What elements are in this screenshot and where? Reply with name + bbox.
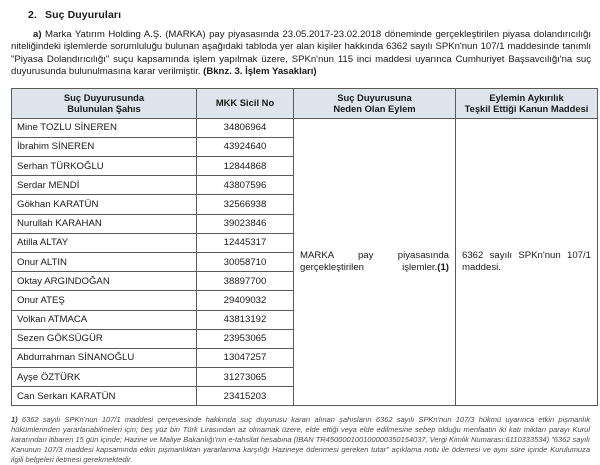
table-head [12,88,598,118]
cell-sahis: Abdurrahman SİNANOĞLU [12,348,197,367]
cell-sahis: Sezen GÖKSÜGÜR [12,329,197,348]
cell-eylem-text: MARKA pay piyasasında [300,249,449,261]
cell-sahis: Volkan ATMACA [12,310,197,329]
cell-sahis: Can Serkan KARATÜN [12,387,197,406]
cell-sicil: 38897700 [197,272,294,291]
footnote-text: 6362 sayılı SPKn'nun 107/1 maddesi çerçevesinde hakkında suç duyurusu kararı alınan şahısların 6362 sayılı SPKn'nun 107/3 hükmü uyarınca etkin pişmanlık hükümlerinden yararlanabilmeleri için; beş yüz bin Türk Lirasından az olmamak üzere, elde ettiği veya elde edilmesine sebep olduğu menfaatin iki katı miktarı parayı Kurul kararından itibaren 15 gün içinde; Hazine ve Maliye Bakanlığı'nın e-tahsilat hesabına (IBAN TR450000100100000350154037, Vergi Kimlik Numarası:6110333534) "6362 sayılı Kanunun 107/3 maddesi kapsamında etkin pişmanlıktan yararlanma karşılığı Hazineye ödenmesi gereken tutar" açıklama notu ile ödemesi ve aynı süre içinde Kurulumuza ilgili belgeleri iletmesi gerekmektedir. [11,415,591,465]
table-row [12,118,598,137]
cell-sahis: Nurullah KARAHAN [12,214,197,233]
cell-sicil: 39023846 [197,214,294,233]
document-page [0,9,600,465]
suc-duyurulari-table-wrapper [11,88,597,407]
cell-eylem-text2: gerçekleştirilen işlemler. [300,262,438,274]
cell-sicil: 43813192 [197,310,294,329]
intro-paragraph [11,29,591,79]
cell-sicil: 32566938 [197,195,294,214]
cell-eylem-merged [294,118,456,406]
cell-sahis: İbrahim SİNEREN [12,137,197,156]
table-body [12,118,598,406]
col-header-mkk-sicil-no: MKK Sicil No [197,88,294,118]
cell-sicil: 43807596 [197,176,294,195]
col-header-sahis-line1: Suç Duyurusunda [63,91,145,103]
col-header-kanun-maddesi [456,88,598,118]
col-header-eylem [294,88,456,118]
cell-madde-merged [456,118,598,406]
cell-sahis: Mine TOZLU SİNEREN [12,118,197,137]
table-header-row [12,88,598,118]
cell-madde-line2: maddesi. [462,262,501,274]
intro-bold-tail: (Bknz. 3. İşlem Yasakları) [203,66,317,78]
cell-sahis: Serdar MENDİ [12,176,197,195]
intro-text: Marka Yatırım Holding A.Ş. (MARKA) pay piyasasında 23.05.2017-23.02.2018 döneminde gerçekleştirilen piyasa dolandırıcılığı niteliğindeki işlemlerde sorumluluğu bulunan aşağıdaki tabloda yer alan kişiler hakkında 6362 sayılı SPKn'nun 107/1 maddesinde tanımlı "Piyasa Dolandırıcılığı" suçu kapsamında işlem yapılmak üzere, SPKn'nun 115 inci maddesi uyarınca Cumhuriyet Başsavcılığı'na suç duyurusunda bulunulmasına karar verilmiştir. [11,29,591,78]
cell-sicil: 12445317 [197,233,294,252]
intro-marker: a) [33,29,42,40]
cell-sicil: 30058710 [197,252,294,271]
cell-sahis: Gökhan KARATÜN [12,195,197,214]
cell-sahis: Serhan TÜRKOĞLU [12,157,197,176]
footnote-marker: 1) [11,415,18,425]
cell-sicil: 43924640 [197,137,294,156]
cell-sicil: 31273065 [197,368,294,387]
footnote [11,415,590,465]
section-title: Suç Duyuruları [45,9,122,21]
col-header-kanun-line1: Eylemin Aykırılık [489,91,564,103]
cell-sicil: 34806964 [197,118,294,137]
cell-sahis: Onur ALTIN [12,252,197,271]
cell-sahis: Oktay ARGINDOĞAN [12,272,197,291]
col-header-sahis-line2: Bulunulan Şahıs [67,103,141,115]
cell-madde-line1: 6362 sayılı SPKn'nun 107/1 [462,249,591,261]
cell-sahis: Ayşe ÖZTÜRK [12,368,197,387]
col-header-eylem-line1: Suç Duyurusuna [337,91,412,103]
cell-sicil: 29409032 [197,291,294,310]
cell-sicil: 23415203 [197,387,294,406]
cell-sicil: 12844868 [197,157,294,176]
col-header-sahis [12,88,197,118]
cell-eylem-footnote-ref: (1) [437,262,449,274]
section-number: 2. [28,9,37,21]
suc-duyurulari-table [11,88,598,407]
cell-sahis: Atilla ALTAY [12,233,197,252]
section-heading [8,9,592,21]
cell-sicil: 23953065 [197,329,294,348]
cell-sicil: 13047257 [197,348,294,367]
col-header-kanun-line2: Teşkil Ettiği Kanun Maddesi [464,103,589,115]
cell-sahis: Onur ATEŞ [12,291,197,310]
col-header-eylem-line2: Neden Olan Eylem [333,103,416,115]
